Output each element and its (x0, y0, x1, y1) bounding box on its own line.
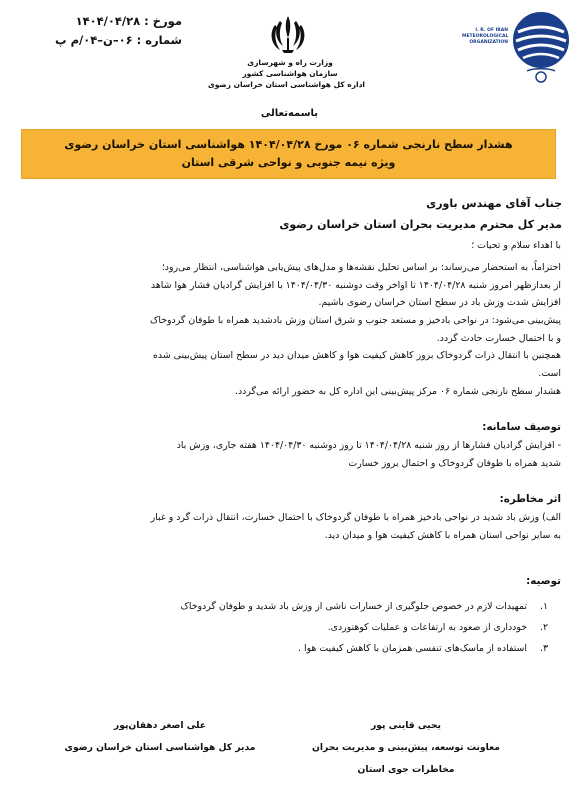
list-item: ۱. تمهیدات لازم در خصوص جلوگیری از خسارات ناشی از وزش باد شدید و طوفان گردوخاک (180, 601, 549, 612)
signer-title: مدیر کل هواشناسی استان خراسان رضوی (64, 742, 256, 753)
greeting: با اهداء سلام و تحیات ؛ (471, 240, 561, 251)
section-system-description: توصیف سامانه: - افزایش گرادیان فشارها از روز شنبه ۱۴۰۴/۰۴/۲۸ تا روز دوشنبه ۱۴۰۴/۰۴/۳۰ هفته جاری، وزش باد شدید همراه با طوفان گردوخاک و احتمال بروز خسارت (16, 418, 561, 472)
banner-title: هشدار سطح نارنجی شماره ۰۶ مورخ ۱۴۰۴/۰۴/۲۸ هواشناسی استان خراسان رضوی (64, 138, 513, 151)
signer-title: معاونت توسعه، پیش‌بینی و مدیریت بحران (312, 742, 500, 753)
banner-subtitle: ویژه نیمه جنوبی و نواحی شرقی استان (181, 156, 396, 169)
section-recommendations (16, 572, 561, 591)
section-heading-effect: اثر مخاطره: (499, 493, 561, 505)
signer-subtitle: مخاطرات جوی استان (357, 764, 455, 775)
section-heading-recommendations: توصیه: (526, 575, 561, 587)
iran-emblem-icon (268, 12, 308, 58)
org-line-department: اداره کل هواشناسی استان خراسان رضوی (207, 80, 365, 89)
section-heading-description: توصیف سامانه: (482, 421, 561, 433)
signer-name: یحیی قاینی پور (371, 720, 441, 731)
recipient-name: جناب آقای مهندس باوری (426, 197, 562, 210)
paragraph-submission: هشدار سطح نارنجی شماره ۰۶ مرکز پیش‌بینی این اداره کل به حضور ارائه می‌گردد. (235, 386, 561, 397)
list-item: ۳. استفاده از ماسک‌های تنفسی همزمان با کاهش کیفیت هوا . (298, 643, 549, 654)
recipient-block (22, 193, 562, 235)
letter-date: مورخ : ۱۴۰۴/۰۴/۲۸ (75, 14, 182, 28)
paragraph-air-quality: همچنین با انتقال ذرات گردوخاک بروز کاهش کیفیت هوا و کاهش میدان دید در سطح استان پیش‌بینی شده است. (152, 350, 561, 379)
list-item: ۲. خودداری از صعود به ارتفاعات و عملیات کوهنوردی. (327, 622, 549, 633)
meteorological-logo (462, 8, 572, 86)
signature-deputy (306, 715, 506, 781)
letter-number: شماره : ۰۶–ن–۰۴/م پ (55, 33, 182, 47)
org-line-ministry: وزارت راه و شهرسازی (247, 58, 333, 67)
globe-logo-icon (510, 8, 572, 86)
org-line-organization: سازمان هواشناسی کشور (242, 69, 338, 78)
organization-header (207, 57, 365, 90)
recipient-title: مدیر کل محترم مدیریت بحران استان خراسان رضوی (279, 218, 562, 231)
letter-meta (12, 12, 182, 50)
logo-caption: I. R. OF IRAN METEOROLOGICAL ORGANIZATION (462, 28, 509, 45)
bismillah-title: باسمه‌تعالی (260, 108, 319, 119)
orange-warning-banner (21, 129, 556, 179)
section-hazard-effect: اثر مخاطره: الف) وزش باد شدید در نواحی بادخیز همراه با طوفان گردوخاک با احتمال خسارت، انتقال ذرات گرد و غبار به سایر نواحی استان همراه با کاهش کیفیت هوا و میدان دید. (16, 490, 561, 544)
paragraph-prediction: پیش‌بینی می‌شود: در نواحی بادخیز و مستعد جنوب و شرق استان وزش بادشدید همراه با طوفان گردوخاک و با احتمال خسارت حادث گردد. (149, 315, 561, 344)
recommendation-list (16, 596, 561, 659)
signature-director-general (60, 715, 260, 759)
paragraph-forecast: احتراماً، به استحضار می‌رساند: بر اساس تحلیل نقشه‌ها و مدل‌های پیش‌یابی هواشناسی، انتظار می‌رود؛ از بعدازظهر امروز شنبه ۱۴۰۴/۰۴/۲۸ تا اواخر وقت دوشنبه ۱۴۰۴/۰۴/۳۰ با افزایش گرادیان فشار هوا شاهد افزایش شدت وزش باد در سطح استان خراسان رضوی باشیم. (150, 262, 561, 308)
signer-name: علی اصغر دهقان‌پور (113, 720, 207, 731)
letter-body (16, 237, 561, 255)
